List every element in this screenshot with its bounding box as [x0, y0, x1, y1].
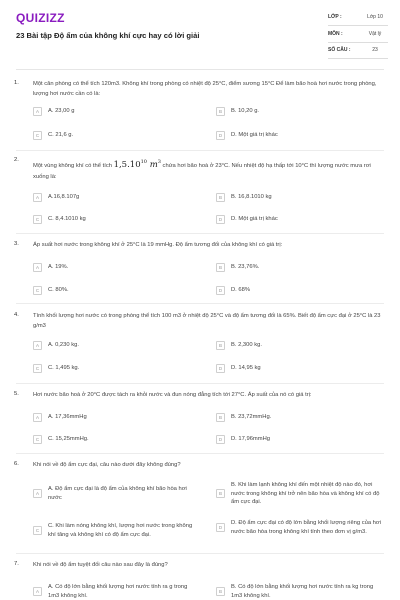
option-b[interactable] [216, 583, 388, 600]
question-text: Hơi nước bão hoà ở 20°C được tách ra khỏi nước và đun nóng đẳng tích tới 27°C. Áp suất của nó có giá trị: [33, 392, 312, 398]
option-b[interactable] [216, 263, 386, 272]
question-text [33, 157, 385, 183]
option-text: C. 15,25mmHg. [48, 436, 89, 443]
question-text: Một căn phòng có thể tích 120m3. Không khí trong phòng có nhiệt độ 25°C, điểm sương 15°C Để làm bão hoà hơi nước trong phòng, lượng hơi nước cần có là: [33, 81, 377, 97]
page-title: 23 Bài tập Độ ẩm của không khí cực hay có lời giải [16, 31, 200, 40]
question-number: 5. [14, 391, 19, 397]
option-text: D. Độ ẩm cực đại có độ lớn bằng khối lượng riêng của hơi nước bão hòa trong không khí tính theo đơn vị g/m3. [231, 520, 381, 535]
option-d[interactable] [216, 131, 386, 140]
option-text: D. 17,96mmHg [231, 436, 270, 443]
question-number: 3. [14, 241, 19, 247]
option-letter-box: B [216, 413, 225, 422]
option-letter-box: C [33, 435, 42, 444]
option-letter-box: D [216, 364, 225, 373]
option-letter-box: B [216, 193, 225, 202]
question-number: 4. [14, 312, 19, 318]
option-letter-box: B [216, 263, 225, 272]
option-text: A. 23,00 g [48, 108, 75, 115]
option-letter-box: D [216, 523, 225, 532]
option-text: B. 16,8.1010 kg [231, 194, 272, 201]
option-c[interactable] [33, 286, 203, 295]
option-letter-box: D [216, 215, 225, 224]
option-letter-box: B [216, 587, 225, 596]
option-letter-box: C [33, 526, 42, 535]
option-text: B. Có độ lớn bằng khối lượng hơi nước tính ra kg trong 1m3 không khí. [231, 584, 374, 599]
option-a[interactable] [33, 193, 203, 202]
option-text: B. 23,72mmHg. [231, 414, 272, 421]
option-letter-box: D [216, 435, 225, 444]
question-number: 6. [14, 461, 19, 467]
option-b[interactable] [216, 107, 386, 116]
question-divider [16, 150, 384, 151]
option-b[interactable] [216, 413, 386, 422]
meta-label: SỐ CÂU : [328, 47, 351, 53]
option-a[interactable] [33, 485, 205, 502]
question-number: 7. [14, 561, 19, 567]
option-text: B. 10,20 g. [231, 108, 260, 115]
option-text: A. 0,230 kg. [48, 342, 79, 349]
option-text: B. 2,300 kg. [231, 342, 262, 349]
option-text: C. Khi làm nóng không khí, lượng hơi nước trong không khí tăng và không khí có độ ẩm cực đại. [48, 523, 193, 538]
option-a[interactable] [33, 413, 203, 422]
option-letter-box: A [33, 341, 42, 350]
option-text: D. Một giá trị khác [231, 132, 278, 139]
option-a[interactable] [33, 341, 203, 350]
meta-subject [328, 31, 388, 37]
option-letter-box: A [33, 263, 42, 272]
option-b[interactable] [216, 341, 386, 350]
option-text: A. Độ ẩm cực đại là độ ẩm của không khí bão hòa hơi nước [48, 486, 187, 501]
option-d[interactable] [216, 215, 386, 224]
option-d[interactable] [216, 286, 386, 295]
question-number: 1. [14, 80, 19, 86]
option-a[interactable] [33, 107, 203, 116]
meta-value: 23 [372, 47, 378, 53]
option-text: A.16,8.107g [48, 194, 80, 201]
meta-label: MÔN : [328, 31, 343, 37]
option-a[interactable] [33, 583, 205, 600]
option-letter-box: A [33, 107, 42, 116]
option-d[interactable] [216, 519, 388, 536]
option-c[interactable] [33, 522, 205, 539]
question-text: Áp suất hơi nước trong không khí ở 25°C là 19 mmHg. Độ ẩm tương đối của không khí có giá trị: [33, 242, 283, 248]
option-text: C. 21,6 g. [48, 132, 74, 139]
option-letter-box: B [216, 341, 225, 350]
option-letter-box: C [33, 364, 42, 373]
option-d[interactable] [216, 435, 386, 444]
option-c[interactable] [33, 131, 203, 140]
header-divider [16, 69, 384, 70]
option-letter-box: A [33, 587, 42, 596]
question-text: Tính khối lượng hơi nước có trong phòng thể tích 100 m3 ở nhiệt độ 25°C và độ ẩm tương đối là 65%. Biết độ ẩm cực đại ở 25°C là 23 g/m3 [33, 313, 381, 329]
option-letter-box: A [33, 193, 42, 202]
meta-count [328, 47, 388, 53]
option-b[interactable] [216, 481, 388, 507]
question-divider [16, 233, 384, 234]
question-divider [16, 383, 384, 384]
option-letter-box: D [216, 131, 225, 140]
question-divider [16, 303, 384, 304]
quizizz-logo: QUIZIZZ [16, 11, 65, 25]
option-text: B. 23,76%. [231, 264, 260, 271]
option-text: D. 68% [231, 287, 251, 294]
option-text: A. 19%. [48, 264, 69, 271]
option-letter-box: C [33, 131, 42, 140]
question-text-part: chứa hơi bão hoà ở 23°C. Nếu nhiệt độ hạ thấp tới 10°C thì lượng nước mưa rơi xuống là: [33, 163, 371, 180]
option-letter-box: B [216, 489, 225, 498]
question-text: Khi nói về độ ẩm tuyệt đối câu nào sau đây là đúng? [33, 562, 168, 568]
option-b[interactable] [216, 193, 386, 202]
option-letter-box: A [33, 489, 42, 498]
option-text: D. Một giá trị khác [231, 216, 278, 223]
volume-formula: 1,5.10$^{10}$ $m^3$ [113, 159, 161, 170]
meta-label: LỚP : [328, 14, 342, 20]
option-text: A. Có độ lớn bằng khối lượng hơi nước tính ra g trong 1m3 không khí. [48, 584, 188, 599]
divider [328, 25, 388, 26]
option-letter-box: A [33, 413, 42, 422]
divider [328, 58, 388, 59]
option-d[interactable] [216, 364, 386, 373]
question-text-part: Một vùng không khí có thể tích [33, 163, 114, 169]
meta-value: Vật lý [368, 31, 382, 37]
option-text: C. 8,4.1010 kg [48, 216, 86, 223]
divider [328, 42, 388, 43]
option-letter-box: B [216, 107, 225, 116]
option-text: A. 17,36mmHg [48, 414, 87, 421]
meta-value: Lớp 10 [367, 14, 383, 20]
option-text: C. 1,495 kg. [48, 365, 80, 372]
option-c[interactable] [33, 364, 203, 373]
option-text: D. 14,95 kg [231, 365, 261, 372]
question-text: Khi nói về độ ẩm cực đại, câu nào dưới đây không đúng? [33, 462, 181, 468]
page-header [0, 0, 400, 66]
question-divider [16, 453, 384, 454]
question-number: 2. [14, 157, 19, 163]
option-c[interactable] [33, 435, 203, 444]
option-text: B. Khi làm lạnh không khí đến một nhiệt độ nào đó, hơi nước trong không khí trở nên bão hòa và không khí có độ ẩm cực đại. [231, 482, 380, 505]
meta-class [328, 14, 388, 20]
option-letter-box: C [33, 286, 42, 295]
option-text: C. 80%. [48, 287, 69, 294]
option-a[interactable] [33, 263, 203, 272]
option-c[interactable] [33, 215, 203, 224]
option-letter-box: D [216, 286, 225, 295]
question-divider [16, 553, 384, 554]
option-letter-box: C [33, 215, 42, 224]
